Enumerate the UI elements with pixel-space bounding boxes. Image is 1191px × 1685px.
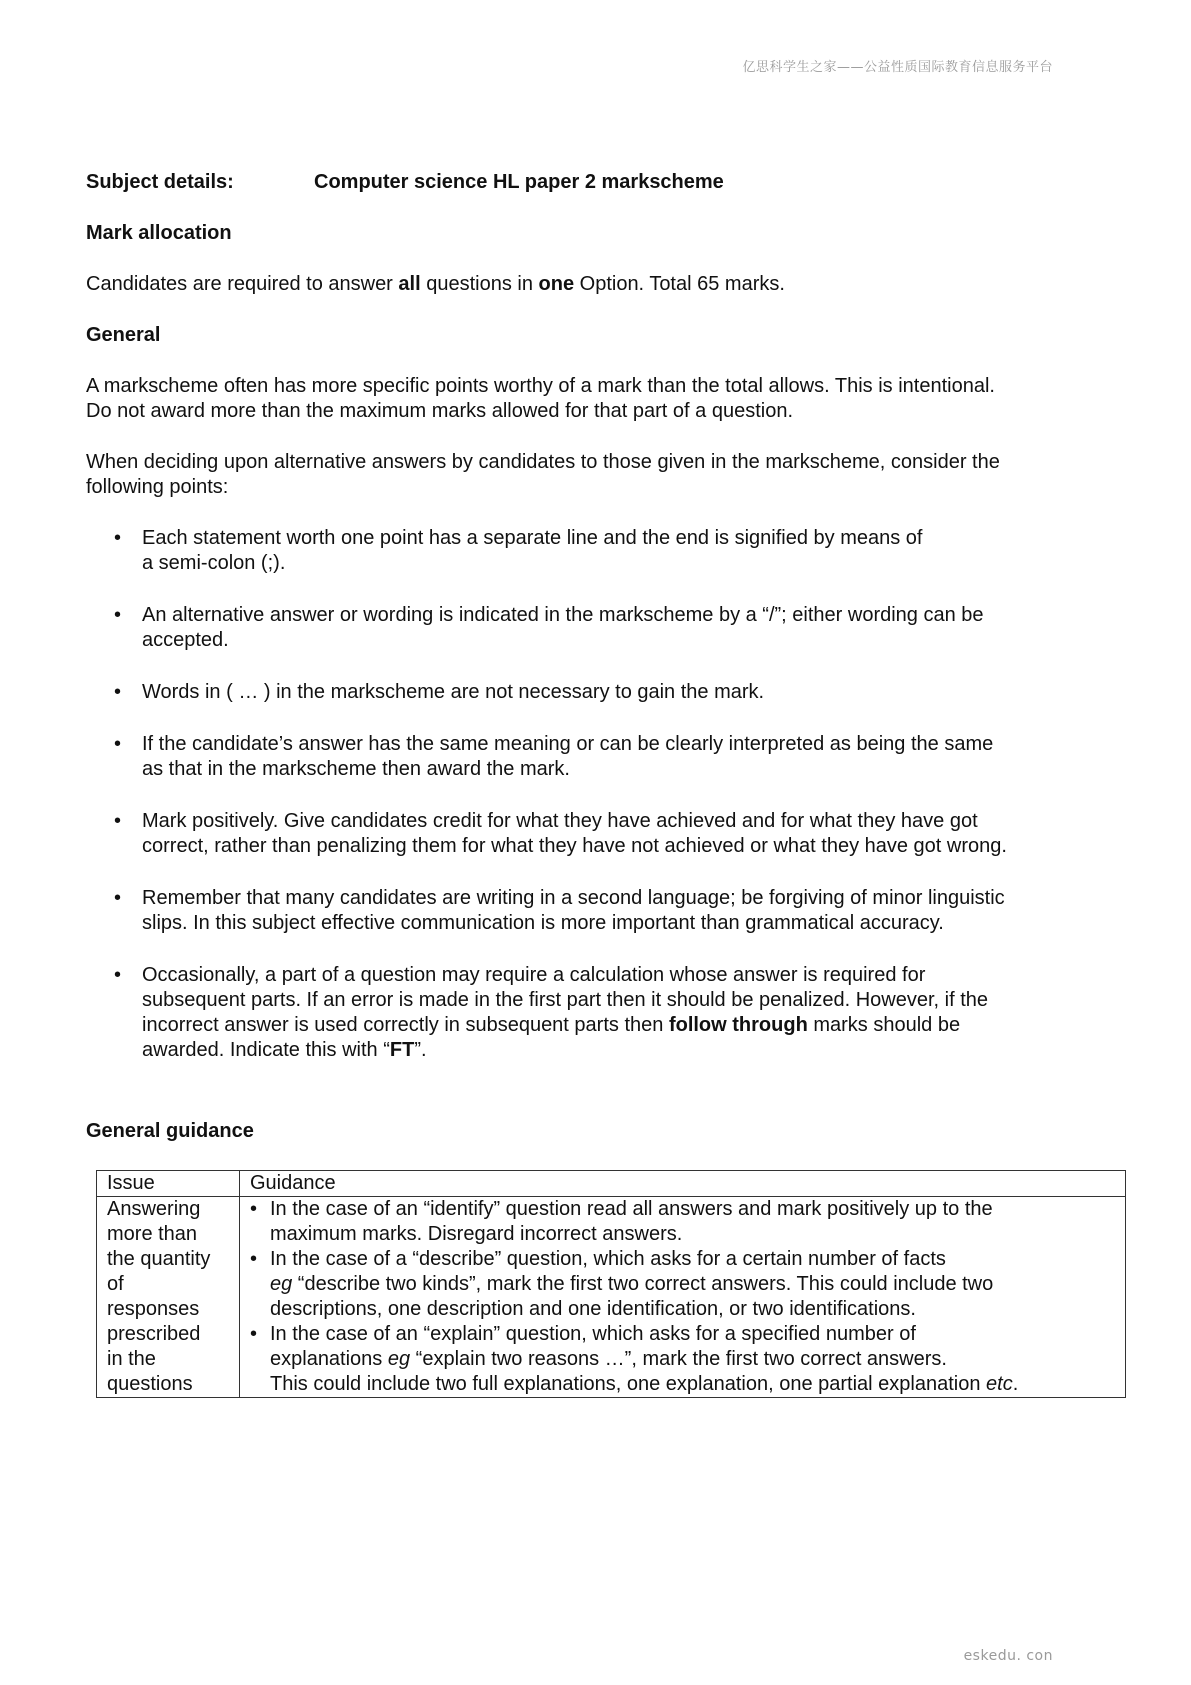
list-item: • Words in ( … ) in the markscheme are not necessary to gain the mark. xyxy=(114,681,765,703)
general-paragraph-1: A markscheme often has more specific points worthy of a mark than the total allows. This is intentional. Do not award more than the maximum marks allowed for that part of a question. xyxy=(86,375,995,422)
list-item: • Occasionally, a part of a question may require a calculation whose answer is required for subsequent parts. If an error is made in the first part then it should be penalized. However, if the incorrect answer is used correctly in subsequent parts then follow through marks should be awarded. Indicate this with “FT”. xyxy=(114,964,989,1061)
table-row xyxy=(97,1197,1126,1398)
subject-label: Subject details: xyxy=(86,171,234,193)
guidance-cell xyxy=(240,1197,1126,1398)
general-guidance-heading: General guidance xyxy=(86,1120,254,1142)
general-paragraph-2: When deciding upon alternative answers by candidates to those given in the markscheme, consider the following points: xyxy=(86,451,1000,498)
issue-cell: Answering more than the quantity of responses prescribed in the questions xyxy=(97,1197,240,1398)
guidance-table xyxy=(96,1170,1126,1398)
mark-allocation-heading: Mark allocation xyxy=(86,222,232,244)
general-heading: General xyxy=(86,324,161,346)
subject-value: Computer science HL paper 2 markscheme xyxy=(314,171,724,193)
column-header-issue: Issue xyxy=(97,1171,240,1197)
subject-details xyxy=(86,170,1126,195)
table-header-row xyxy=(97,1171,1126,1197)
document-content xyxy=(86,170,1126,1398)
footer-watermark: eskedu. con xyxy=(963,1648,1053,1664)
header-watermark: 亿思科学生之家——公益性质国际教育信息服务平台 xyxy=(742,60,1053,75)
guidance-item-identify: • In the case of an “identify” question read all answers and mark positively up to the maximum marks. Disregard incorrect answers. xyxy=(250,1198,993,1245)
list-item: • Each statement worth one point has a separate line and the end is signified by means of a semi-colon (;). xyxy=(114,527,923,574)
guidance-item-explain: • In the case of an “explain” question, which asks for a specified number of explanations eg “explain two reasons …”, mark the first two correct answers. This could include two full explanations, one explanation, one partial explanation etc. xyxy=(250,1323,1019,1395)
list-item: • Mark positively. Give candidates credit for what they have achieved and for what they have got correct, rather than penalizing them for what they have not achieved or what they have got wrong. xyxy=(114,810,1007,857)
list-item: • An alternative answer or wording is indicated in the markscheme by a “/”; either wording can be accepted. xyxy=(114,604,984,651)
marking-points-list xyxy=(86,526,1126,1063)
list-item: • If the candidate’s answer has the same meaning or can be clearly interpreted as being the same as that in the markscheme then award the mark. xyxy=(114,733,994,780)
column-header-guidance: Guidance xyxy=(240,1171,1126,1197)
guidance-item-describe: • In the case of a “describe” question, which asks for a certain number of facts eg “describe two kinds”, mark the first two correct answers. This could include two descriptions, one description and one identification, or two identifications. xyxy=(250,1248,994,1320)
list-item: • Remember that many candidates are writing in a second language; be forgiving of minor linguistic slips. In this subject effective communication is more important than grammatical accuracy. xyxy=(114,887,1005,934)
mark-allocation-text: Candidates are required to answer all questions in one Option. Total 65 marks. xyxy=(86,273,785,295)
